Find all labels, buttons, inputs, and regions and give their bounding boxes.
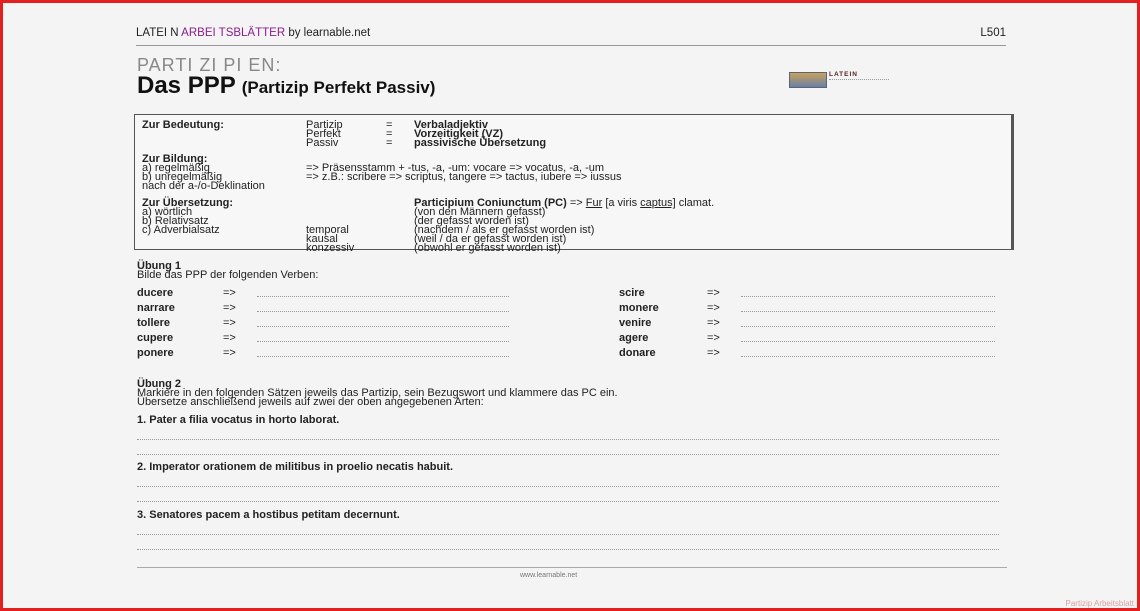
bedeutung-term: Perfekt xyxy=(306,128,341,140)
worksheet-page: LATEI N ARBEI TSBLÄTTER by learnable.net L501 PARTI ZI PI EN: Das PPP (Partizip Perfekt Passiv) LATEIN Zur Bedeutung: Partizip = Verbaladjektiv Perfekt = Vorzeitigkeit (VZ) Passiv = passivische Übersetzung Zur Bildung: a) regelmäßig => Präsensstamm + -tus, -a, -um: vocare => vocatus, -a, -um b) unregelmäßig => z.B.: scribere => scriptus, tangere => tactus, iubere => iussus nach der a-/o-Deklination Zur Übersetzung: Participium Coniunctum (PC) => Fur [a viris captus] clamat. a) wörtlich (von den Männern gefasst) b) Relativsatz (der gefasst worden ist) c) Adverbialsatz temporal (nachdem / als er gefasst worden ist) kausal (weil / da er gefasst worden ist) konzessiv (obwohl er gefasst worden ist) Übung 1 Bilde das PPP der folgenden Verben: ducere => scire => narrare => monere => tollere => venire => cupere => agere => ponere => donare => Übung 2 Markiere in den folgenden Sätzen jeweils das Partizip, sein Bezugswort und klammere das PC ein. Übersetze anschließend jeweils auf zwei der oben angegebenen Arten: 1. Pater a filia vocatus in horto laborat. 2. Imperator orationem de militibus in proelio necatis habuit. 3. Senatores pacem a hostibus petitam decernunt. www.learnable.net xyxy=(127,18,1013,598)
bildung-text: => Präsensstamm + -tus, -a, -um: vocare => vocatus, -a, -um xyxy=(306,162,605,174)
uebung2-instruction: Markiere in den folgenden Sätzen jeweils das Partizip, sein Bezugswort und klammere das PC ein. xyxy=(137,387,618,399)
answer-line[interactable] xyxy=(741,326,995,327)
footer-url: www.learnable.net xyxy=(520,572,578,579)
grammar-box: Zur Bedeutung: Partizip = Verbaladjektiv Perfekt = Vorzeitigkeit (VZ) Passiv = passivische Übersetzung Zur Bildung: a) regelmäßig => Präsensstamm + -tus, -a, -um: vocare => vocatus, -a, -um b) unregelmäßig => z.B.: scribere => scriptus, tangere => tactus, iubere => iussus nach der a-/o-Deklination Zur Übersetzung: Participium Coniunctum (PC) => Fur [a viris captus] clamat. a) wörtlich (von den Männern gefasst) b) Relativsatz (der gefasst worden ist) c) Adverbialsatz temporal (nachdem / als er gefasst worden ist) kausal (weil / da er gefasst worden ist) konzessiv (obwohl er gefasst worden ist) xyxy=(134,114,1014,250)
translation-type: c) Adverbialsatz xyxy=(142,224,220,236)
bedeutung-term: Partizip xyxy=(306,119,343,131)
translation-example: (nachdem / als er gefasst worden ist) xyxy=(414,224,595,236)
verb-label: ducere xyxy=(137,287,174,299)
bildung-note: nach der a-/o-Deklination xyxy=(142,180,265,192)
uebung2-heading: Übung 2 xyxy=(137,378,181,390)
verb-label: scire xyxy=(619,287,645,299)
translation-example: (der gefasst worden ist) xyxy=(414,215,529,227)
answer-line[interactable] xyxy=(741,341,995,342)
sentence: 2. Imperator orationem de militibus in proelio necatis habuit. xyxy=(137,461,453,473)
header-code: L501 xyxy=(980,27,1006,39)
verb-label: agere xyxy=(619,332,649,344)
answer-line[interactable] xyxy=(137,549,999,550)
watermark: Partizip Arbeitsblatt xyxy=(1065,599,1134,608)
logo-image xyxy=(789,72,827,88)
uebung1-heading: Übung 1 xyxy=(137,260,181,272)
supertitle: PARTI ZI PI EN: xyxy=(137,55,282,75)
translation-example: (weil / da er gefasst worden ist) xyxy=(414,233,567,245)
answer-line[interactable] xyxy=(137,534,999,535)
answer-line[interactable] xyxy=(741,296,995,297)
footer-divider xyxy=(137,567,1007,568)
answer-line[interactable] xyxy=(137,501,999,502)
adverbial-kind: temporal xyxy=(306,224,349,236)
uebung1-instruction: Bilde das PPP der folgenden Verben: xyxy=(137,269,319,281)
answer-line[interactable] xyxy=(137,454,999,455)
answer-line[interactable] xyxy=(137,439,999,440)
bildung-label: b) unregelmäßig xyxy=(142,171,223,183)
verb-label: monere xyxy=(619,302,659,314)
answer-line[interactable] xyxy=(257,356,509,357)
uebung2-instruction: Übersetze anschließend jeweils auf zwei der oben angegebenen Arten: xyxy=(137,396,484,408)
translation-example: (obwohl er gefasst worden ist) xyxy=(414,242,561,254)
answer-line[interactable] xyxy=(257,296,509,297)
answer-line[interactable] xyxy=(257,326,509,327)
bedeutung-heading: Zur Bedeutung: xyxy=(142,119,224,131)
translation-type: a) wörtlich xyxy=(142,206,193,218)
page-header xyxy=(136,27,1006,46)
bedeutung-meaning: Vorzeitigkeit (VZ) xyxy=(414,128,504,140)
page-title: Das PPP (Partizip Perfekt Passiv) xyxy=(137,72,436,99)
pc-example: Participium Coniunctum (PC) => Fur [a viris captus] clamat. xyxy=(414,197,715,209)
verb-label: tollere xyxy=(137,317,171,329)
adverbial-kind: kausal xyxy=(306,233,338,245)
answer-line[interactable] xyxy=(257,311,509,312)
answer-line[interactable] xyxy=(257,341,509,342)
adverbial-kind: konzessiv xyxy=(306,242,355,254)
translation-type: b) Relativsatz xyxy=(142,215,209,227)
bildung-text: => z.B.: scribere => scriptus, tangere => tactus, iubere => iussus xyxy=(306,171,622,183)
uebersetzung-heading: Zur Übersetzung: xyxy=(142,197,234,209)
latein-logo: LATEIN xyxy=(789,72,901,86)
verb-label: narrare xyxy=(137,302,175,314)
bedeutung-meaning: passivische Übersetzung xyxy=(414,137,547,149)
bildung-heading: Zur Bildung: xyxy=(142,153,208,165)
answer-line[interactable] xyxy=(137,486,999,487)
bedeutung-term: Passiv xyxy=(306,137,339,149)
answer-line[interactable] xyxy=(741,311,995,312)
sentence: 1. Pater a filia vocatus in horto laborat. xyxy=(137,414,340,426)
header-brand: LATEI N ARBEI TSBLÄTTER by learnable.net xyxy=(136,27,371,39)
verb-label: ponere xyxy=(137,347,174,359)
bildung-label: a) regelmäßig xyxy=(142,162,210,174)
verb-label: donare xyxy=(619,347,656,359)
page-subtitle: (Partizip Perfekt Passiv) xyxy=(241,78,436,97)
verb-label: cupere xyxy=(137,332,174,344)
verb-label: venire xyxy=(619,317,652,329)
translation-example: (von den Männern gefasst) xyxy=(414,206,546,218)
answer-line[interactable] xyxy=(741,356,995,357)
bedeutung-meaning: Verbaladjektiv xyxy=(414,119,488,131)
sentence: 3. Senatores pacem a hostibus petitam decernunt. xyxy=(137,509,400,521)
